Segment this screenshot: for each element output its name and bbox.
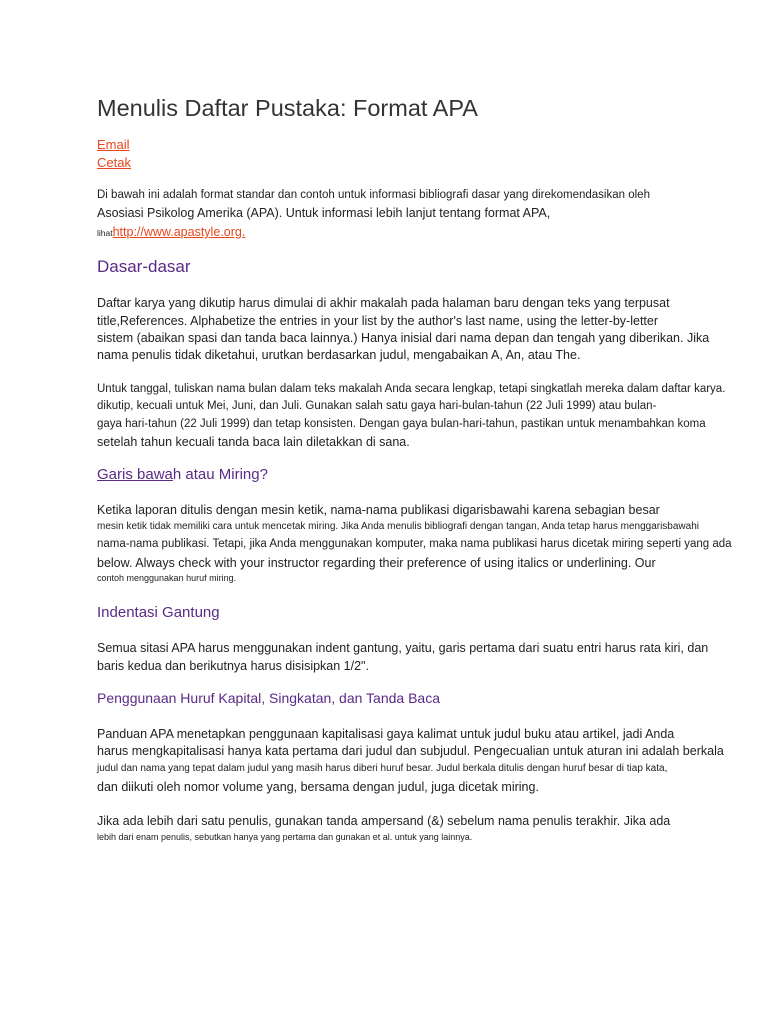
garis-p1-line-3: nama-nama publikasi. Tetapi, jika Anda menggunakan komputer, maka nama publikasi harus dicetak miring seperti yang ada [97, 538, 732, 550]
heading-dasar: Dasar-dasar [97, 257, 191, 276]
dasar-p2-line-4: setelah tahun kecuali tanda baca lain diletakkan di sana. [97, 435, 410, 449]
kapital-p1-line-4: dan diikuti oleh nomor volume yang, bersama dengan judul, juga dicetak miring. [97, 780, 539, 794]
dasar-p1-line-4: nama penulis tidak diketahui, urutkan berdasarkan judul, mengabaikan A, An, atau The. [97, 348, 581, 362]
apastyle-link[interactable]: http://www.apastyle.org. [112, 225, 246, 239]
heading-garis-part-b: h atau Miring? [172, 466, 268, 483]
heading-garis-part-a: Garis bawa [97, 466, 173, 483]
kapital-p1-line-3: judul dan nama yang tepat dalam judul yang masih harus diberi huruf besar. Judul berkala ditulis dengan huruf besar di tiap kata, [97, 763, 668, 774]
intro-line-3 [97, 223, 245, 241]
indentasi-p1-line-1: Semua sitasi APA harus menggunakan indent gantung, yaitu, garis pertama dari suatu entri harus rata kiri, dan [97, 641, 709, 655]
indentasi-p1-line-2: baris kedua dan berikutnya harus disisipkan 1/2". [97, 659, 369, 673]
page-title: Menulis Daftar Pustaka: Format APA [97, 95, 478, 121]
dasar-p1-line-2: title,References. Alphabetize the entries in your list by the author's last name, using the letter-by-letter [97, 314, 659, 328]
garis-p1-line-2: mesin ketik tidak memiliki cara untuk mencetak miring. Jika Anda menulis bibliografi dengan tangan, Anda tetap harus menggarisbawahi [97, 521, 699, 532]
dasar-p2-line-2: dikutip, kecuali untuk Mei, Juni, dan Juli. Gunakan salah satu gaya hari-bulan-tahun (22 Juli 1999) atau bulan- [97, 400, 657, 412]
print-link[interactable]: Cetak [97, 155, 131, 170]
heading-indentasi: Indentasi Gantung [97, 604, 220, 621]
dasar-p2-line-1: Untuk tanggal, tuliskan nama bulan dalam teks makalah Anda secara lengkap, tetapi singkatlah mereka dalam daftar karya. [97, 383, 726, 395]
kapital-p1-line-2: harus mengkapitalisasi hanya kata pertama dari judul dan subjudul. Pengecualian untuk aturan ini adalah berkala [97, 744, 724, 758]
intro-line-1: Di bawah ini adalah format standar dan contoh untuk informasi bibliografi dasar yang direkomendasikan oleh [97, 189, 650, 201]
garis-p1-line-4: below. Always check with your instructor regarding their preference of using italics or underlining. Our [97, 556, 656, 570]
kapital-p2-line-1: Jika ada lebih dari satu penulis, gunakan tanda ampersand (&) sebelum nama penulis terakhir. Jika ada [97, 814, 671, 828]
dasar-p1-line-1: Daftar karya yang dikutip harus dimulai di akhir makalah pada halaman baru dengan teks yang terpusat [97, 296, 670, 310]
garis-p1-line-1: Ketika laporan ditulis dengan mesin ketik, nama-nama publikasi digarisbawahi karena sebagian besar [97, 503, 660, 517]
kapital-p2-line-2: lebih dari enam penulis, sebutkan hanya yang pertama dan gunakan et al. untuk yang lainnya. [97, 832, 473, 842]
intro-line-2: Asosiasi Psikolog Amerika (APA). Untuk informasi lebih lanjut tentang format APA, [97, 206, 551, 220]
garis-p1-line-5: contoh menggunakan huruf miring. [97, 573, 237, 583]
kapital-p1-line-1: Panduan APA menetapkan penggunaan kapitalisasi gaya kalimat untuk judul buku atau artikel, jadi Anda [97, 727, 675, 741]
intro-see-label: lihat [97, 228, 113, 238]
dasar-p1-line-3: sistem (abaikan spasi dan tanda baca lainnya.) Hanya inisial dari nama depan dan tengah yang diberikan. Jika [97, 331, 710, 345]
dasar-p2-line-3: gaya hari-tahun (22 Juli 1999) dan tetap konsisten. Dengan gaya bulan-hari-tahun, pastikan untuk menambahkan koma [97, 418, 706, 430]
heading-garis [97, 466, 268, 483]
email-link[interactable]: Email [97, 137, 130, 152]
heading-kapital: Penggunaan Huruf Kapital, Singkatan, dan Tanda Baca [97, 690, 440, 706]
